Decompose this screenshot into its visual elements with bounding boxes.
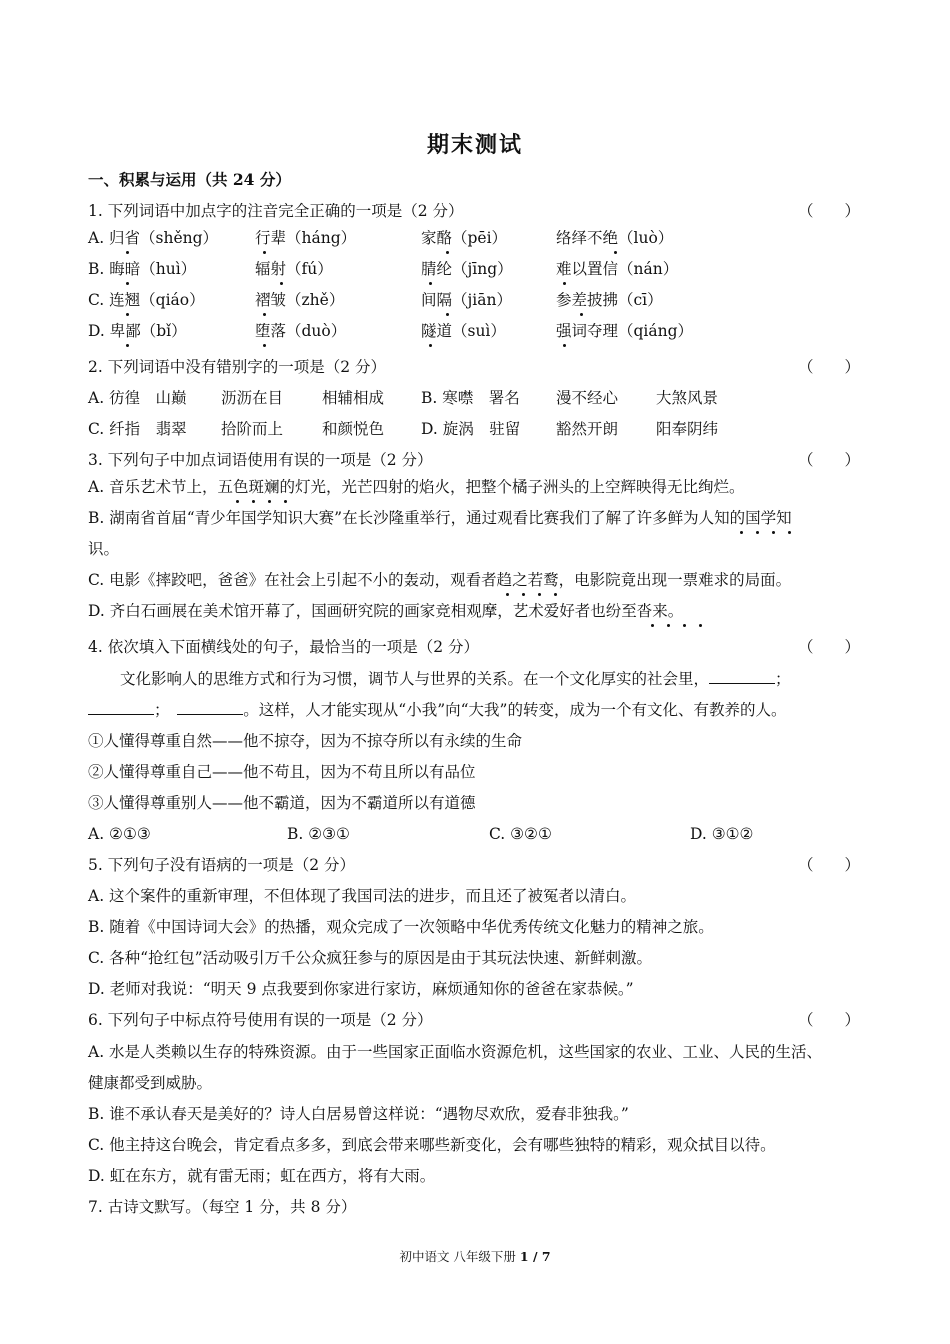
emphasis-dot xyxy=(772,531,775,534)
emphasis-dot xyxy=(263,313,266,316)
emphasis-dot xyxy=(126,344,129,347)
emphasis-dot xyxy=(683,624,686,627)
q1-option-b2: 辐射（fú） xyxy=(255,260,333,278)
q1-option-a2: 行辈（háng） xyxy=(255,229,357,247)
q3-option-a: A. 音乐艺术节上，五色斑斓的灯光，光芒四射的焰火，把整个橘子洲头的上空辉映得无比绚烂。 xyxy=(88,478,745,496)
q1-option-d3: 隧道（suì） xyxy=(421,322,506,340)
emphasis-dot xyxy=(446,251,449,254)
emphasis-dot xyxy=(280,282,283,285)
q6-answer-paren: （ ） xyxy=(798,1011,861,1029)
q2-option-d3: 阳奉阴纬 xyxy=(656,420,719,438)
emphasis-dot xyxy=(126,282,129,285)
q1-option-d1: D. 卑鄙（bǐ） xyxy=(88,322,187,340)
emphasis-dot xyxy=(263,344,266,347)
q3-option-b-cont: 识。 xyxy=(88,540,120,558)
q4-option-b: B. ②③① xyxy=(287,825,350,843)
q2-option-d1: D. 旋涡 驻留 xyxy=(421,420,521,438)
q4-passage-text: 文化影响人的思维方式和行为习惯，调节人与世界的关系。在一个文化厚实的社会里， xyxy=(120,670,710,688)
page-title: 期末测试 xyxy=(426,132,523,158)
q1-option-c4: 参差披拂（cī） xyxy=(556,291,663,309)
q3-option-c: C. 电影《摔跤吧，爸爸》在社会上引起不小的轰动，观看者趋之若鹜，电影院竟出现一票难求的局面。 xyxy=(88,571,792,589)
emphasis-dot xyxy=(667,624,670,627)
q3-option-b: B. 湖南省首届“青少年国学知识大赛”在长沙隆重举行，通过观看比赛我们了解了许多鲜为人知的国学知 xyxy=(88,509,792,527)
q4-answer-paren: （ ） xyxy=(798,638,861,656)
q2-option-d2: 豁然开朗 xyxy=(556,420,619,438)
fill-blank[interactable] xyxy=(88,700,154,715)
q6-option-b: B. 谁不承认春天是美好的？诗人白居易曾这样说：“遇物尽欢欣，爱春非独我。” xyxy=(88,1105,629,1123)
q1-stem: 1. 下列词语中加点字的注音完全正确的一项是（2 分） xyxy=(88,202,464,220)
emphasis-dot xyxy=(268,500,271,503)
emphasis-dot xyxy=(554,593,557,596)
emphasis-dot xyxy=(506,593,509,596)
q1-option-a4: 络绎不绝（luò） xyxy=(556,229,674,247)
q2-stem: 2. 下列词语中没有错别字的一项是（2 分） xyxy=(88,358,387,376)
emphasis-dot xyxy=(446,313,449,316)
emphasis-dot xyxy=(236,500,239,503)
q2-option-c2: 拾阶而上 xyxy=(221,420,284,438)
q2-option-b1: B. 寒噤 署名 xyxy=(421,389,520,407)
q1-option-c2: 褶皱（zhě） xyxy=(255,291,345,309)
q4-item-2: ②人懂得尊重自己——他不苟且，因为不苟且所以有品位 xyxy=(88,763,476,781)
q4-option-d: D. ③①② xyxy=(690,825,754,843)
emphasis-dot xyxy=(538,593,541,596)
q6-option-c: C. 他主持这台晚会，肯定看点多多，到底会带来哪些新变化，会有哪些独特的精彩，观众拭目以待。 xyxy=(88,1136,776,1154)
emphasis-dot xyxy=(651,624,654,627)
emphasis-dot xyxy=(614,251,617,254)
q1-option-a3: 家酪（pēi） xyxy=(421,229,508,247)
emphasis-dot xyxy=(563,344,566,347)
fill-blank[interactable] xyxy=(177,700,243,715)
emphasis-dot xyxy=(284,500,287,503)
q4-item-3: ③人懂得尊重别人——他不霸道，因为不霸道所以有道德 xyxy=(88,794,476,812)
q1-option-d2: 堕落（duò） xyxy=(255,322,347,340)
punctuation: ； xyxy=(775,670,791,688)
q1-option-c3: 间隔（jiān） xyxy=(421,291,512,309)
q5-option-a: A. 这个案件的重新审理，不但体现了我国司法的进步，而且还了被冤者以清白。 xyxy=(88,887,637,905)
q1-option-b3: 腈纶（jīng） xyxy=(421,260,513,278)
emphasis-dot xyxy=(740,531,743,534)
q6-option-d: D. 虹在东方，就有雷无雨；虹在西方，将有大雨。 xyxy=(88,1167,436,1185)
q5-option-b: B. 随着《中国诗词大会》的热播，观众完成了一次领略中华优秀传统文化魅力的精神之旅。 xyxy=(88,918,714,936)
page-number: 1 / 7 xyxy=(519,1249,551,1264)
q5-option-c: C. 各种“抢红包”活动吸引万千公众疯狂参与的原因是由于其玩法快速、新鲜刺激。 xyxy=(88,949,653,967)
emphasis-dot xyxy=(263,251,266,254)
punctuation: ； xyxy=(154,701,170,719)
q1-option-b1: B. 晦暗（huì） xyxy=(88,260,197,278)
q2-option-b2: 漫不经心 xyxy=(556,389,619,407)
q3-answer-paren: （ ） xyxy=(798,451,861,469)
section-heading: 一、积累与运用（共 24 分） xyxy=(88,170,291,189)
page-footer xyxy=(0,1247,950,1265)
q2-answer-paren: （ ） xyxy=(798,358,861,376)
emphasis-dot xyxy=(699,624,702,627)
emphasis-dot xyxy=(429,344,432,347)
emphasis-dot xyxy=(126,251,129,254)
emphasis-dot xyxy=(563,282,566,285)
q1-option-c1: C. 连翘（qiáo） xyxy=(88,291,205,309)
q6-option-a: A. 水是人类赖以生存的特殊资源。由于一些国家正面临水资源危机，这些国家的农业、工业、人民的生活、 xyxy=(88,1043,823,1061)
emphasis-dot xyxy=(252,500,255,503)
emphasis-dot xyxy=(522,593,525,596)
q1-answer-paren: （ ） xyxy=(798,202,861,220)
q4-option-c: C. ③②① xyxy=(489,825,552,843)
q4-stem: 4. 依次填入下面横线处的句子，最恰当的一项是（2 分） xyxy=(88,638,480,656)
q4-passage-text: 。这样，人才能实现从“小我”向“大我”的转变，成为一个有文化、有教养的人。 xyxy=(243,701,787,719)
q5-stem: 5. 下列句子没有语病的一项是（2 分） xyxy=(88,856,356,874)
q1-option-b4: 难以置信（nán） xyxy=(556,260,679,278)
emphasis-dot xyxy=(580,313,583,316)
q2-option-c1: C. 纤指 翡翠 xyxy=(88,420,187,438)
q5-option-d: D. 老师对我说：“明天 9 点我要到你家进行家访，麻烦通知你的爸爸在家恭候。” xyxy=(88,980,634,998)
q4-option-a: A. ②①③ xyxy=(88,825,151,843)
q3-stem: 3. 下列句子中加点词语使用有误的一项是（2 分） xyxy=(88,451,433,469)
q2-option-c3: 和颜悦色 xyxy=(322,420,385,438)
footer-course: 初中语文 八年级下册 xyxy=(399,1249,520,1264)
q6-option-a-cont: 健康都受到威胁。 xyxy=(88,1074,213,1092)
q1-option-a1: A. 归省（shěng） xyxy=(88,229,219,247)
emphasis-dot xyxy=(756,531,759,534)
q5-answer-paren: （ ） xyxy=(798,856,861,874)
q2-option-b3: 大煞风景 xyxy=(656,389,719,407)
q4-passage-line1 xyxy=(120,669,791,689)
emphasis-dot xyxy=(429,282,432,285)
emphasis-dot xyxy=(788,531,791,534)
fill-blank[interactable] xyxy=(709,669,775,684)
emphasis-dot xyxy=(126,313,129,316)
q2-option-a2: 沥沥在目 xyxy=(221,389,284,407)
q4-item-1: ①人懂得尊重自然——他不掠夺，因为不掠夺所以有永续的生命 xyxy=(88,732,523,750)
q1-option-d4: 强词夺理（qiáng） xyxy=(556,322,694,340)
q7-stem: 7. 古诗文默写。（每空 1 分，共 8 分） xyxy=(88,1198,357,1216)
q2-option-a1: A. 彷徨 山巅 xyxy=(88,389,187,407)
q6-stem: 6. 下列句子中标点符号使用有误的一项是（2 分） xyxy=(88,1011,433,1029)
q3-option-d: D. 齐白石画展在美术馆开幕了，国画研究院的画家竞相观摩，艺术爱好者也纷至沓来。 xyxy=(88,602,684,620)
q2-option-a3: 相辅相成 xyxy=(322,389,385,407)
q4-passage-line2 xyxy=(88,700,786,720)
